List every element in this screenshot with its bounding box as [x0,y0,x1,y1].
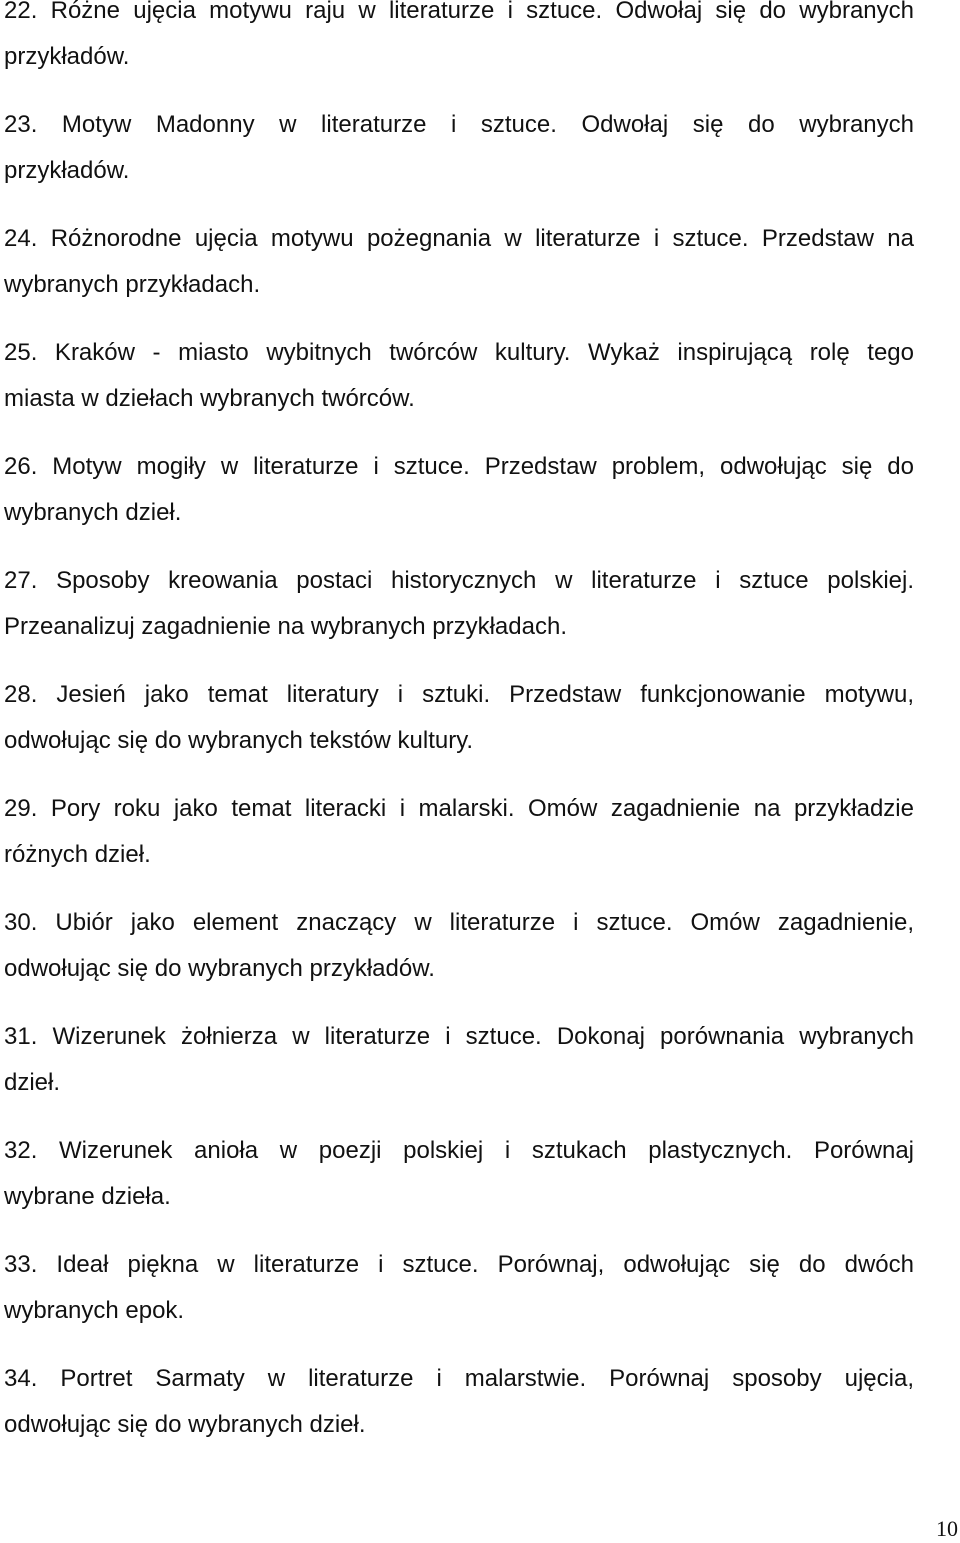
topic-line: 33. Ideał piękna w literaturze i sztuce. Porównaj, odwołując się do dwóch [4,1251,914,1278]
topic-line: 26. Motyw mogiły w literaturze i sztuce. Przedstaw problem, odwołując się do [4,453,914,480]
topic-item-23 [4,102,914,194]
topic-item-32 [4,1128,914,1220]
topic-line: miasta w dziełach wybranych twórców. [4,385,415,412]
topic-item-25 [4,330,914,422]
topic-line: wybranych epok. [4,1297,185,1324]
topic-line: 29. Pory roku jako temat literacki i malarski. Omów zagadnienie na przykładzie [4,795,914,822]
topic-line: Przeanalizuj zagadnienie na wybranych przykładach. [4,613,567,640]
topic-item-31 [4,1014,914,1106]
topic-item-24 [4,216,914,308]
topic-line: 24. Różnorodne ujęcia motywu pożegnania w literaturze i sztuce. Przedstaw na [4,225,914,252]
topic-line: dzieł. [4,1069,61,1096]
topic-line: 23. Motyw Madonny w literaturze i sztuce. Odwołaj się do wybranych [4,111,914,138]
topic-line: odwołując się do wybranych tekstów kultury. [4,727,474,754]
topic-line: 34. Portret Sarmaty w literaturze i malarstwie. Porównaj sposoby ujęcia, [4,1365,914,1392]
topic-line: przykładów. [4,43,130,70]
topic-line: wybranych dzieł. [4,499,182,526]
page-number: 10 [936,1516,958,1541]
topic-line: 27. Sposoby kreowania postaci historycznych w literaturze i sztuce polskiej. [4,567,914,594]
topic-line: 31. Wizerunek żołnierza w literaturze i sztuce. Dokonaj porównania wybranych [4,1023,914,1050]
topic-item-33 [4,1242,914,1334]
topic-line: wybrane dzieła. [4,1183,171,1210]
topic-line: 22. Różne ujęcia motywu raju w literaturze i sztuce. Odwołaj się do wybranych [4,0,914,24]
topic-line: różnych dzieł. [4,841,151,868]
topic-line: przykładów. [4,157,130,184]
topic-line: wybranych przykładach. [4,271,261,298]
topic-item-30 [4,900,914,992]
topic-item-29 [4,786,914,878]
topic-line: odwołując się do wybranych dzieł. [4,1411,366,1438]
topic-item-22 [4,0,914,80]
topic-item-28 [4,672,914,764]
topic-line: odwołując się do wybranych przykładów. [4,955,435,982]
topic-line: 28. Jesień jako temat literatury i sztuki. Przedstaw funkcjonowanie motywu, [4,681,914,708]
topic-line: 32. Wizerunek anioła w poezji polskiej i sztukach plastycznych. Porównaj [4,1137,914,1164]
topic-item-26 [4,444,914,536]
topic-line: 30. Ubiór jako element znaczący w literaturze i sztuce. Omów zagadnienie, [4,909,914,936]
document-page [4,0,914,1470]
topic-item-27 [4,558,914,650]
topic-item-34 [4,1356,914,1448]
topic-line: 25. Kraków - miasto wybitnych twórców kultury. Wykaż inspirującą rolę tego [4,339,914,366]
